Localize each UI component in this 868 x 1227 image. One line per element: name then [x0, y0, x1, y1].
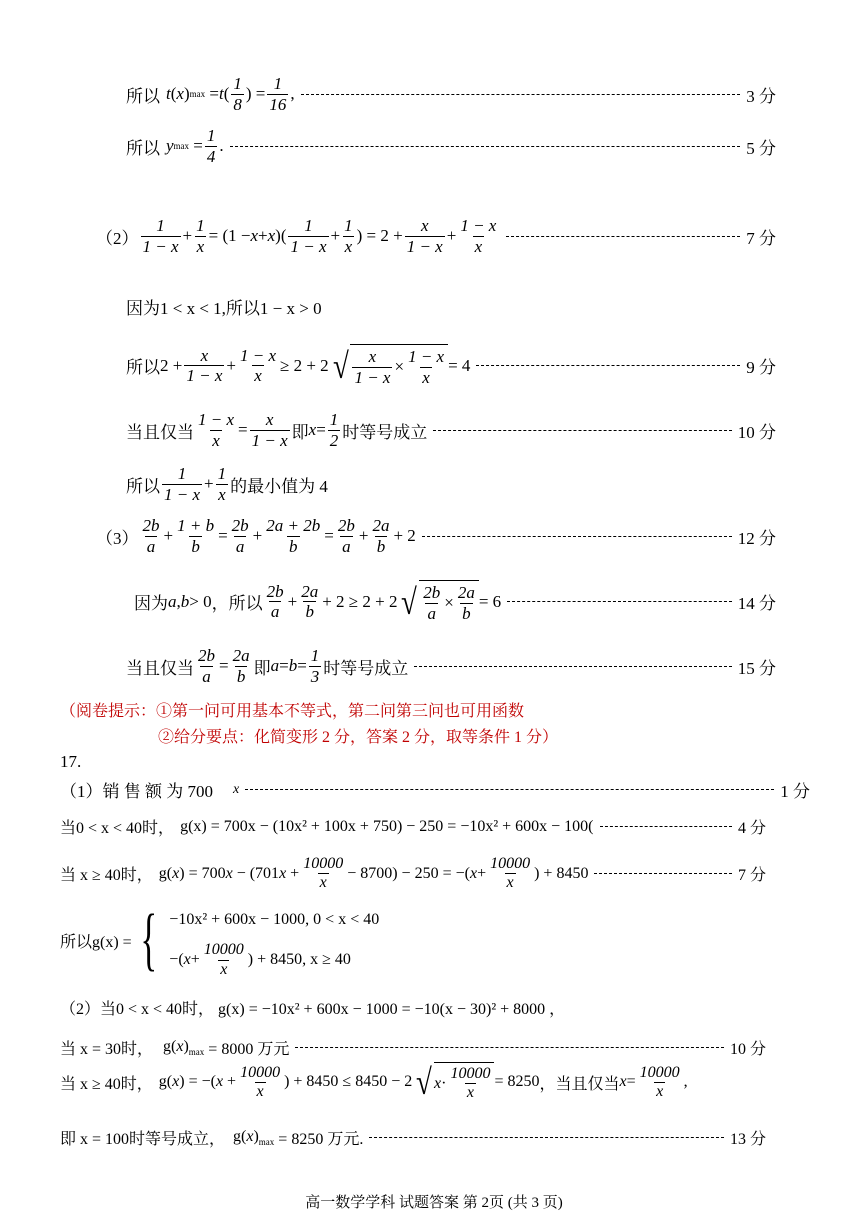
- line-17-c: 所以g(x) = { −10x² + 600x − 1000, 0 < x < 40 −( x + 10000 x ) + 8450, x ≥ 40: [60, 901, 380, 978]
- line-17-f: 即 x = 100时等号成立， $g(x)_{max}$ = 8250 万元. 13 分: [60, 1127, 766, 1148]
- line-p2-ineq: 所以 2 + x 1 − x + 1 − x x ≥ 2 + 2 √ x 1 − x × 1 − x x = 4 9 分: [126, 345, 776, 387]
- line-17-2: （2）当0 < x < 40时， g(x) = −10x² + 600x − 1000 = −10(x − 30)² + 8000 ，: [60, 1001, 566, 1018]
- question-17-label: 17.: [60, 752, 82, 771]
- grading-note-2: ②给分要点：化简变形 2 分，答案 2 分，取等条件 1 分）: [158, 729, 559, 746]
- grading-note-1: （阅卷提示：①第一问可用基本不等式，第二问第三问也可用函数: [60, 703, 525, 720]
- line-p3-equal: 当且仅当 2b a = 2a b 即 a = b = 1 3 时等号成立 15 分: [126, 646, 776, 686]
- line-p2-expand: （2） 1 1 − x + 1 x = (1 − x + x )( 1 1 − x + 1 x ) = 2 + x 1 − x + 1 − x x 7 分: [96, 216, 776, 256]
- page-footer: 高一数学学科 试题答案 第 2页 (共 3 页): [305, 1195, 563, 1211]
- line-17-a: 当0 < x < 40时， g(x) = 700x − (10x² + 100x + 750) − 250 = −10x² + 600x − 100( 4 分: [60, 817, 766, 837]
- line-17-e: 当 x ≥ 40时， g(x) = −(x + $\frac{10000}{x}$ ) + 8450 ≤ 8450 − 2 √ x · 10000 x = 8250 ，当且仅当 x = 10000 x ,: [60, 1062, 688, 1103]
- line-p3-ineq: 因为 a , b > 0 ，所以 2b a + 2a b + 2 ≥ 2 + 2 √ 2b a × 2a b = 6 14 分: [134, 581, 776, 623]
- line-p2-min: 所以 1 1 − x + 1 x 的最小值为 4: [126, 464, 328, 504]
- line-17-1: （1）销 售 额 为 700 x 1 分: [60, 781, 810, 801]
- line-17-b: 当 x ≥ 40时， g(x) = 700x − (701x + $\frac{10000}{x}$ − 8700) − 250 = −( x + 10000 x ) + 8450 7 分: [60, 855, 766, 892]
- line-p3-expand: （3） 2b a + 1 + b b = 2b a + 2a + 2b b = 2b a + 2a b + 2 12 分: [96, 516, 776, 556]
- line-p2-because: 因为1 < x < 1,所以1 − x > 0: [126, 299, 322, 318]
- line-tmax: 所以 t ( x ) max = t ( 1 8 ) = 1 16 , 3 分: [126, 74, 776, 114]
- line-ymax: 所以 y max = 1 4 . 5 分: [126, 126, 776, 166]
- line-17-d: 当 x = 30时， $g(x)_{max}$ = 8000 万元 10 分: [60, 1037, 766, 1058]
- line-p2-equal: 当且仅当 1 − x x = x 1 − x 即 x = 1 2 时等号成立 10 分: [126, 410, 776, 450]
